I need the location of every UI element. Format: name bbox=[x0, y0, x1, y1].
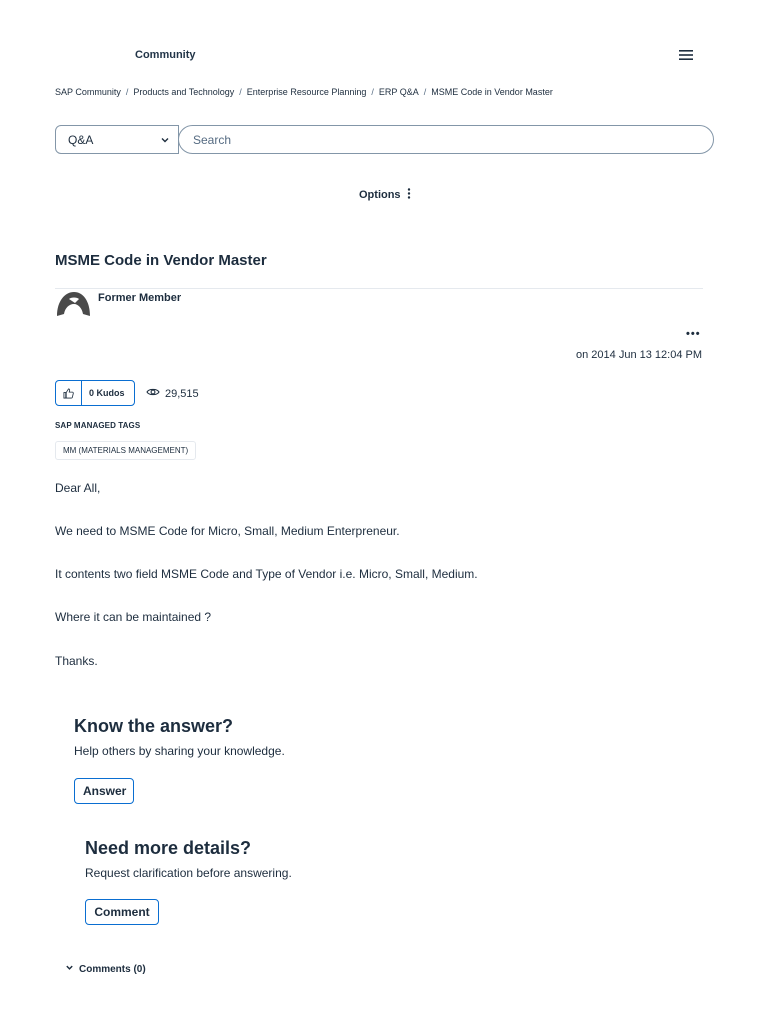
kudos-control bbox=[55, 380, 135, 406]
post-body-paragraph: It contents two field MSME Code and Type of Vendor i.e. Micro, Small, Medium. bbox=[55, 567, 478, 581]
post-title: MSME Code in Vendor Master bbox=[55, 252, 267, 269]
answer-cta-subtitle: Help others by sharing your knowledge. bbox=[74, 744, 285, 758]
vertical-dots-icon bbox=[407, 188, 411, 202]
post-body-paragraph: Where it can be maintained ? bbox=[55, 610, 212, 624]
breadcrumb-item-products[interactable]: Products and Technology bbox=[133, 87, 235, 97]
breadcrumb-separator: / bbox=[239, 87, 242, 97]
thumbs-up-icon[interactable] bbox=[56, 381, 82, 405]
eye-icon bbox=[146, 387, 160, 400]
options-menu-button[interactable] bbox=[359, 188, 411, 202]
breadcrumb bbox=[55, 87, 553, 97]
answer-cta-title: Know the answer? bbox=[74, 716, 234, 736]
divider bbox=[55, 288, 703, 289]
tags-heading: SAP MANAGED TAGS bbox=[55, 421, 141, 430]
tag-chip[interactable]: MM (MATERIALS MANAGEMENT) bbox=[55, 441, 196, 460]
author-name[interactable]: Former Member bbox=[98, 292, 182, 304]
views-value: 29,515 bbox=[165, 387, 199, 400]
hamburger-menu-icon[interactable] bbox=[678, 48, 696, 64]
community-link[interactable]: Community bbox=[135, 49, 196, 61]
post-date: on 2014 Jun 13 12:04 PM bbox=[576, 349, 702, 361]
chevron-down-icon bbox=[160, 134, 170, 148]
kudos-count: 0 Kudos bbox=[89, 388, 125, 398]
post-body-paragraph: Thanks. bbox=[55, 654, 98, 668]
breadcrumb-separator: / bbox=[125, 87, 129, 97]
chevron-down-icon bbox=[65, 963, 74, 975]
post-body-paragraph: Dear All, bbox=[55, 481, 101, 495]
comment-cta-subtitle: Request clarification before answering. bbox=[85, 866, 292, 880]
comments-toggle-label: Comments (0) bbox=[79, 963, 146, 975]
options-label: Options bbox=[359, 189, 401, 201]
breadcrumb-item-erp[interactable]: Enterprise Resource Planning bbox=[246, 87, 367, 97]
breadcrumb-separator: / bbox=[371, 87, 374, 97]
comments-toggle[interactable] bbox=[65, 963, 146, 975]
breadcrumb-item-erp-qa[interactable]: ERP Q&A bbox=[378, 87, 419, 97]
comment-button[interactable]: Comment bbox=[85, 899, 159, 925]
breadcrumb-item-sap-community[interactable]: SAP Community bbox=[55, 87, 121, 97]
comment-cta-title: Need more details? bbox=[85, 838, 252, 858]
breadcrumb-item-current: MSME Code in Vendor Master bbox=[431, 87, 553, 97]
more-options-icon[interactable]: ••• bbox=[686, 328, 701, 340]
search-bar bbox=[55, 125, 714, 155]
search-scope-value: Q&A bbox=[68, 133, 94, 147]
breadcrumb-separator: / bbox=[423, 87, 427, 97]
search-input[interactable] bbox=[178, 125, 714, 154]
site-header bbox=[0, 0, 768, 80]
search-scope-select[interactable] bbox=[55, 125, 179, 154]
views-count bbox=[146, 387, 199, 400]
post-body-paragraph: We need to MSME Code for Micro, Small, Medium Enterpreneur. bbox=[55, 524, 400, 538]
avatar[interactable] bbox=[55, 289, 92, 326]
answer-button[interactable]: Answer bbox=[74, 778, 134, 804]
